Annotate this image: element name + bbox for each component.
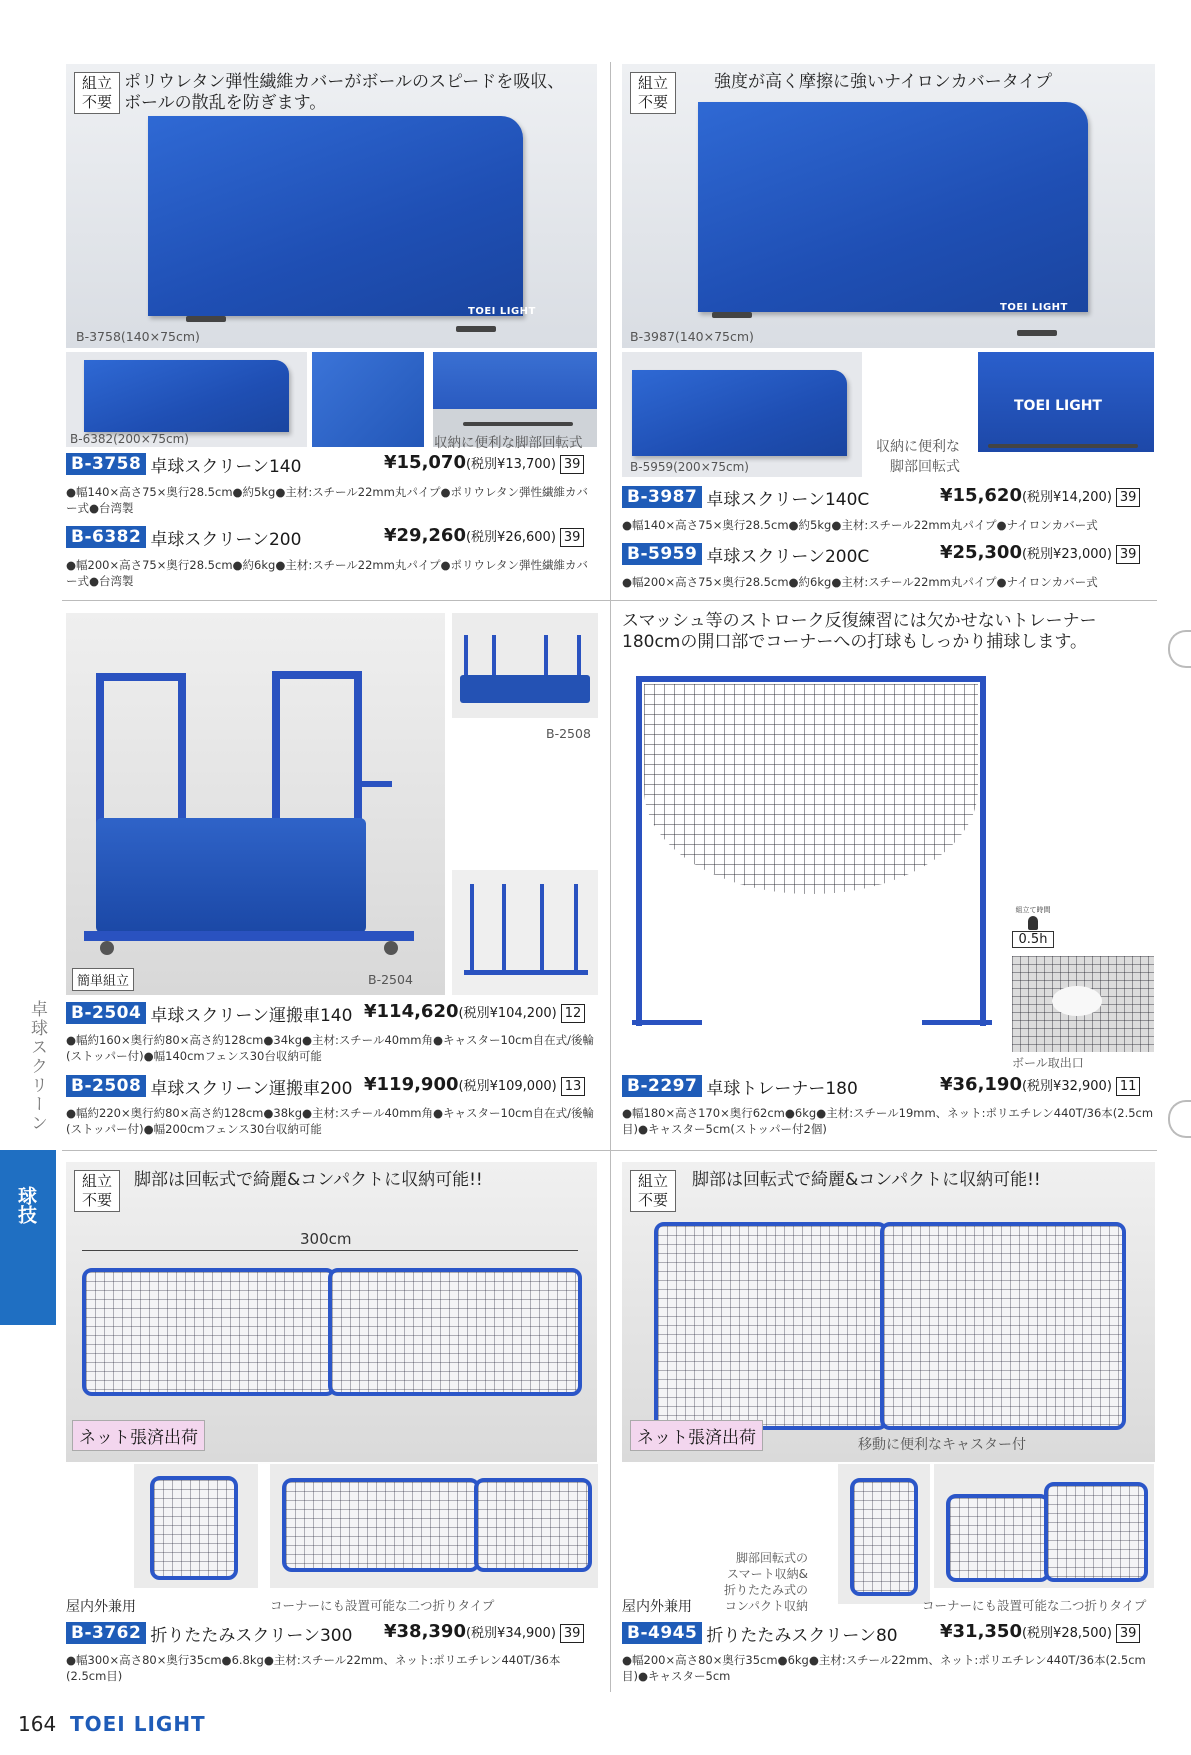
product-name: 折りたたみスクリーン80 — [706, 1625, 898, 1646]
product-code: B-4945 — [622, 1622, 702, 1644]
product-name: 卓球スクリーン200 — [150, 529, 302, 550]
assembly-time-label: 組立て時間 — [1015, 906, 1051, 914]
product-name: 卓球スクリーン運搬車200 — [150, 1078, 353, 1099]
ball-outlet-caption: ボール取出口 — [1012, 1056, 1084, 1070]
section2-headline: 強度が高く摩擦に強いナイロンカバータイプ — [714, 72, 1052, 92]
product-spec: ●幅200×高さ80×奥行35cm●6kg●主材:スチール22mm、ネット:ポリエチレン440T/36本(2.5cm目)●キャスター5cm — [622, 1653, 1146, 1683]
page-ref[interactable]: 39 — [560, 528, 585, 547]
product-price: ¥25,300(税別¥23,000) 39 — [940, 542, 1140, 564]
thumb-caption: B-5959(200×75cm) — [630, 460, 749, 474]
brand-logo-on-panel: TOEI LIGHT — [468, 306, 536, 317]
page-ref[interactable]: 11 — [1116, 1077, 1141, 1096]
assembly-free-badge: 組立 不要 — [630, 1170, 676, 1212]
page-ref[interactable]: 13 — [561, 1077, 586, 1096]
edge-tab-decor — [1168, 630, 1191, 668]
product-spec: ●幅約220×奥行約80×高さ約128cm●38kg●主材:スチール40mm角●キャスター10cm自在式/後輪(ストッパー付)●幅200cmフェンス30台収納可能 — [66, 1106, 595, 1136]
page-ref[interactable]: 39 — [1116, 1624, 1141, 1643]
product-code: B-3758 — [66, 453, 146, 475]
fold-note: 脚部回転式の スマート収納& 折りたたみ式の コンパクト収納 — [724, 1551, 809, 1613]
product-code: B-6382 — [66, 526, 146, 548]
product-line-b3762 — [66, 1620, 352, 1646]
product-line-b2504 — [66, 1000, 352, 1026]
thumb-b2508-empty — [452, 870, 598, 995]
product-price: ¥114,620(税別¥104,200) 12 — [364, 1001, 585, 1023]
page-ref[interactable]: 12 — [561, 1004, 586, 1023]
thumb-folded-b4945 — [838, 1464, 930, 1604]
brand-logo-on-panel: TOEI LIGHT — [1000, 302, 1068, 313]
thumb-corner-b4945 — [934, 1464, 1154, 1588]
product-name: 折りたたみスクリーン300 — [150, 1625, 353, 1646]
caster-caption: 移動に便利なキャスター付 — [858, 1437, 1026, 1453]
page-ref[interactable]: 39 — [1116, 545, 1141, 564]
closeup-ball-outlet — [1012, 956, 1154, 1052]
thumb-b5959 — [622, 352, 862, 477]
thumb-b2508-loaded — [452, 613, 598, 718]
edge-tab-decor — [1168, 1100, 1191, 1138]
product-code: B-2508 — [66, 1075, 146, 1097]
product-spec: ●幅200×高さ75×奥行28.5cm●約6kg●主材:スチール22mm丸パイプ●ナイロンカバー式 — [622, 575, 1098, 589]
product-spec: ●幅200×高さ75×奥行28.5cm●約6kg●主材:スチール22mm丸パイプ●ポリウレタン弾性繊維カバー式●台湾製 — [66, 558, 589, 588]
product-spec: ●幅180×高さ170×奥行62cm●6kg●主材:スチール19mm、ネット:ポリエチレン440T/36本(2.5cm目)●キャスター5cm(ストッパー付2個) — [622, 1106, 1154, 1136]
page-number: 164 — [18, 1712, 57, 1736]
product-line-b5959 — [622, 541, 869, 567]
net-panel-right — [328, 1268, 582, 1396]
swivel-caption: 収納に便利な脚部回転式 — [434, 435, 583, 451]
page-ref[interactable]: 39 — [560, 455, 585, 474]
product-name: 卓球スクリーン200C — [706, 546, 870, 567]
product-line-b4945 — [622, 1620, 898, 1646]
product-spec: ●幅140×高さ75×奥行28.5cm●約5kg●主材:スチール22mm丸パイプ●ナイロンカバー式 — [622, 518, 1098, 532]
product-photo-b2297 — [622, 660, 1007, 1060]
use-label: 屋内外兼用 — [622, 1599, 692, 1615]
product-name: 卓球スクリーン140 — [150, 456, 302, 477]
fold-caption: コーナーにも設置可能な二つ折りタイプ — [922, 1598, 1147, 1613]
closeup-fabric — [312, 352, 424, 447]
product-name: 卓球スクリーン140C — [706, 489, 870, 510]
section1-headline: ポリウレタン弾性繊維カバーがボールのスピードを吸収、 ボールの散乱を防ぎます。 — [124, 72, 565, 113]
product-price: ¥36,190(税別¥32,900) 11 — [940, 1074, 1140, 1096]
product-spec: ●幅約160×奥行約80×高さ約128cm●34kg●主材:スチール40mm角●キャスター10cm自在式/後輪(ストッパー付)●幅140cmフェンス30台収納可能 — [66, 1033, 595, 1063]
thumb-corner-b3762 — [270, 1464, 598, 1588]
product-code: B-3762 — [66, 1622, 146, 1644]
assembly-free-badge: 組立 不要 — [74, 72, 120, 114]
person-icon — [1028, 916, 1038, 930]
footer-brand-logo: TOEI LIGHT — [70, 1712, 206, 1736]
net-panel-right — [880, 1222, 1126, 1430]
thumb-folded-b3762 — [134, 1464, 258, 1588]
width-dimension-line — [82, 1250, 578, 1251]
assembly-free-badge: 組立 不要 — [630, 72, 676, 114]
product-code: B-5959 — [622, 543, 702, 565]
product-photo-b3987 — [622, 64, 1155, 348]
thumb-caption: B-6382(200×75cm) — [70, 432, 189, 446]
row-divider-1 — [62, 600, 1157, 601]
net-installed-badge: ネット張済出荷 — [630, 1420, 763, 1451]
product-name: 卓球トレーナー180 — [706, 1078, 858, 1099]
brand-logo-closeup: TOEI LIGHT — [1014, 398, 1102, 414]
use-label: 屋内外兼用 — [66, 1599, 136, 1615]
closeup-logo-panel — [978, 352, 1154, 452]
product-line-b2297 — [622, 1073, 858, 1099]
net-installed-badge: ネット張済出荷 — [72, 1420, 205, 1451]
assembly-time-badge — [1012, 905, 1054, 948]
easy-assembly-badge: 簡単組立 — [72, 968, 134, 991]
width-dimension-label: 300cm — [300, 1230, 352, 1248]
assembly-free-badge: 組立 不要 — [74, 1170, 120, 1212]
swivel-caption: 収納に便利な 脚部回転式 — [876, 439, 960, 475]
product-code: B-2504 — [66, 1002, 146, 1024]
net-panel-left — [82, 1268, 336, 1396]
product-line-b2508 — [66, 1073, 352, 1099]
product-price: ¥15,620(税別¥14,200) 39 — [940, 485, 1140, 507]
sidebar-tab-label: 球技 — [15, 1186, 37, 1224]
column-divider — [610, 62, 611, 1692]
product-spec: ●幅140×高さ75×奥行28.5cm●約5kg●主材:スチール22mm丸パイプ●ポリウレタン弾性繊維カバー式●台湾製 — [66, 485, 589, 515]
product-price: ¥15,070(税別¥13,700) 39 — [384, 452, 584, 474]
product-spec: ●幅300×高さ80×奥行35cm●6.8kg●主材:スチール22mm、ネット:ポリエチレン440T/36本(2.5cm目) — [66, 1653, 561, 1683]
product-price: ¥119,900(税別¥109,000) 13 — [364, 1074, 585, 1096]
product-price: ¥29,260(税別¥26,600) 39 — [384, 525, 584, 547]
product-code: B-2297 — [622, 1075, 702, 1097]
main-photo-caption: B-2504 — [368, 972, 413, 987]
assembly-time-value: 0.5h — [1012, 931, 1054, 948]
product-price: ¥38,390(税別¥34,900) 39 — [384, 1621, 584, 1643]
page-ref[interactable]: 39 — [1116, 488, 1141, 507]
fold-caption: コーナーにも設置可能な二つ折りタイプ — [270, 1598, 495, 1613]
product-price: ¥31,350(税別¥28,500) 39 — [940, 1621, 1140, 1643]
section5-headline: 脚部は回転式で綺麗&コンパクトに収納可能!! — [134, 1170, 483, 1190]
section4-headline: スマッシュ等のストローク反復練習には欠かせないトレーナー 180cmの開口部でコーナーへの打球もしっかり捕球します。 — [622, 611, 1097, 652]
main-photo-caption: B-3987(140×75cm) — [630, 329, 754, 344]
product-code: B-3987 — [622, 486, 702, 508]
sidebar-tab[interactable] — [0, 1150, 56, 1325]
product-line-b3987 — [622, 484, 869, 510]
product-line-b6382 — [66, 524, 301, 550]
thumb-caption: B-2508 — [546, 726, 591, 741]
product-photo-b2504 — [66, 613, 445, 995]
section6-headline: 脚部は回転式で綺麗&コンパクトに収納可能!! — [692, 1170, 1041, 1190]
row-divider-2 — [62, 1150, 1157, 1151]
main-photo-caption: B-3758(140×75cm) — [76, 329, 200, 344]
product-name: 卓球スクリーン運搬車140 — [150, 1005, 353, 1026]
page-ref[interactable]: 39 — [560, 1624, 585, 1643]
sidebar-category-label: 卓球スクリーン — [27, 1000, 47, 1133]
net-panel-left — [654, 1222, 888, 1430]
product-line-b3758 — [66, 451, 301, 477]
